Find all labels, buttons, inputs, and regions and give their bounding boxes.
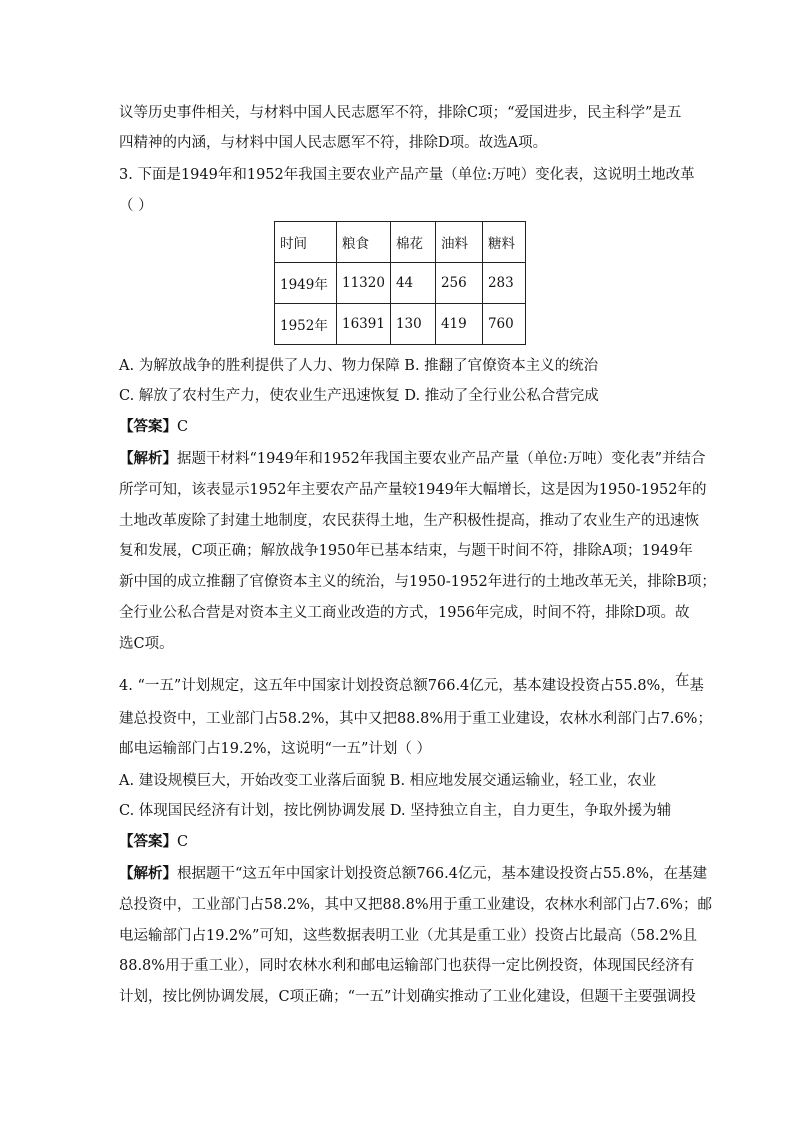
answer-value: C: [177, 834, 189, 850]
table-header-row: [275, 222, 526, 263]
answer-4: [119, 832, 188, 852]
table-cell: 16391: [337, 304, 391, 345]
question-4-line-1: [119, 673, 704, 696]
explanation-tag: 【解析】: [119, 865, 177, 882]
table-row: [275, 263, 526, 304]
answer-tag: 【答案】: [119, 833, 177, 850]
table-cell: 44: [390, 263, 435, 304]
explanation-text: 根据题干“这五年中国家计划投资总额766.4亿元，基本建设投资占55.8%，在基建: [177, 866, 707, 882]
header-cell-cotton: 棉花: [390, 222, 435, 263]
question-4-text: 4. “一五”计划规定，这五年中国家计划投资总额766.4亿元，基本建设投资占55.8%，: [119, 678, 675, 694]
table-cell: 760: [482, 304, 525, 345]
explanation-4-line-1: [119, 864, 707, 884]
explanation-3-line-3: 土地改革废除了封建土地制度，农民获得土地，生产积极性提高，推动了农业生产的迅速恢: [119, 513, 699, 529]
header-cell-sugar: 糖料: [482, 222, 525, 263]
question-3-option-ab: A. 为解放战争的胜利提供了人力、物力保障 B. 推翻了官僚资本主义的统治: [119, 358, 599, 374]
header-cell-oil: 油料: [435, 222, 482, 263]
explanation-3-line-5: 新中国的成立推翻了官僚资本主义的统治，与1950-1952年进行的土地改革无关，排除B项；: [119, 574, 716, 590]
question-4-line-2: 建总投资中，工业部门占58.2%，其中又把88.8%用于重工业建设，农林水利部门占7.6%；: [119, 711, 712, 727]
question-4-option-ab: A. 建设规模巨大，开始改变工业落后面貌 B. 相应地发展交通运输业，轻工业，农业: [119, 773, 657, 789]
table-cell: 11320: [337, 263, 391, 304]
explanation-4-line-4: 88.8%用于重工业），同时农林水利和邮电运输部门也获得一定比例投资，体现国民经济有: [119, 958, 695, 974]
question-4-option-cd: C. 体现国民经济有计划，按比例协调发展 D. 坚持独立自主，自力更生，争取外援为辅: [119, 803, 672, 819]
question-4-text-end: 基: [689, 678, 704, 694]
explanation-4-line-2: 总投资中，工业部门占58.2%，其中又把88.8%用于重工业建设，农林水利部门占7.6%；邮: [119, 897, 712, 913]
table-cell: 1952年: [275, 304, 337, 345]
question-3-stem: 3. 下面是1949年和1952年我国主要农业产品产量（单位:万吨）变化表，这说明土地改革: [119, 167, 695, 183]
explanation-tag: 【解析】: [119, 450, 177, 467]
question-3-option-cd: C. 解放了农村生产力，使农业生产迅速恢复 D. 推动了全行业公私合营完成: [119, 388, 599, 404]
explanation-4-line-3: 电运输部门占19.2%”可知，这些数据表明工业（尤其是重工业）投资占比最高（58.2%且: [119, 928, 698, 944]
explanation-3-line-7: 选C项。: [119, 636, 174, 652]
table-row: [275, 304, 526, 345]
explanation-text: 据题干材料“1949年和1952年我国主要农业产品产量（单位:万吨）变化表”并结合: [177, 451, 706, 467]
question-4-line-3: 邮电运输部门占19.2%，这说明“一五”计划（ ）: [119, 741, 431, 757]
line-2: 四精神的内涵，与材料中国人民志愿军不符，排除D项。故选A项。: [119, 135, 548, 151]
header-cell-grain: 粮食: [337, 222, 391, 263]
explanation-3-line-1: [119, 449, 706, 469]
explanation-3-line-6: 全行业公私合营是对资本主义工商业改造的方式，1956年完成，时间不符，排除D项。故: [119, 605, 690, 621]
explanation-3-line-4: 复和发展，C项正确；解放战争1950年已基本结束，与题干时间不符，排除A项；1949年: [119, 543, 693, 559]
question-4-raised-char: 在: [674, 673, 690, 689]
table-cell: 419: [435, 304, 482, 345]
table-cell: 256: [435, 263, 482, 304]
line-1: 议等历史事件相关，与材料中国人民志愿军不符，排除C项；“爱国进步，民主科学”是五: [119, 105, 682, 121]
question-3-blank: （ ）: [119, 198, 153, 214]
explanation-3-line-2: 所学可知，该表显示1952年主要农产品产量较1949年大幅增长，这是因为1950-1952年的: [119, 482, 707, 498]
production-table: [274, 221, 526, 345]
answer-value: C: [177, 419, 189, 435]
answer-tag: 【答案】: [119, 418, 177, 435]
header-cell-time: 时间: [275, 222, 337, 263]
table-cell: 130: [390, 304, 435, 345]
table-cell: 1949年: [275, 263, 337, 304]
table-cell: 283: [482, 263, 525, 304]
explanation-4-line-5: 计划，按比例协调发展，C项正确；“一五”计划确实推动了工业化建设，但题干主要强调投: [119, 989, 696, 1005]
answer-3: [119, 417, 188, 437]
